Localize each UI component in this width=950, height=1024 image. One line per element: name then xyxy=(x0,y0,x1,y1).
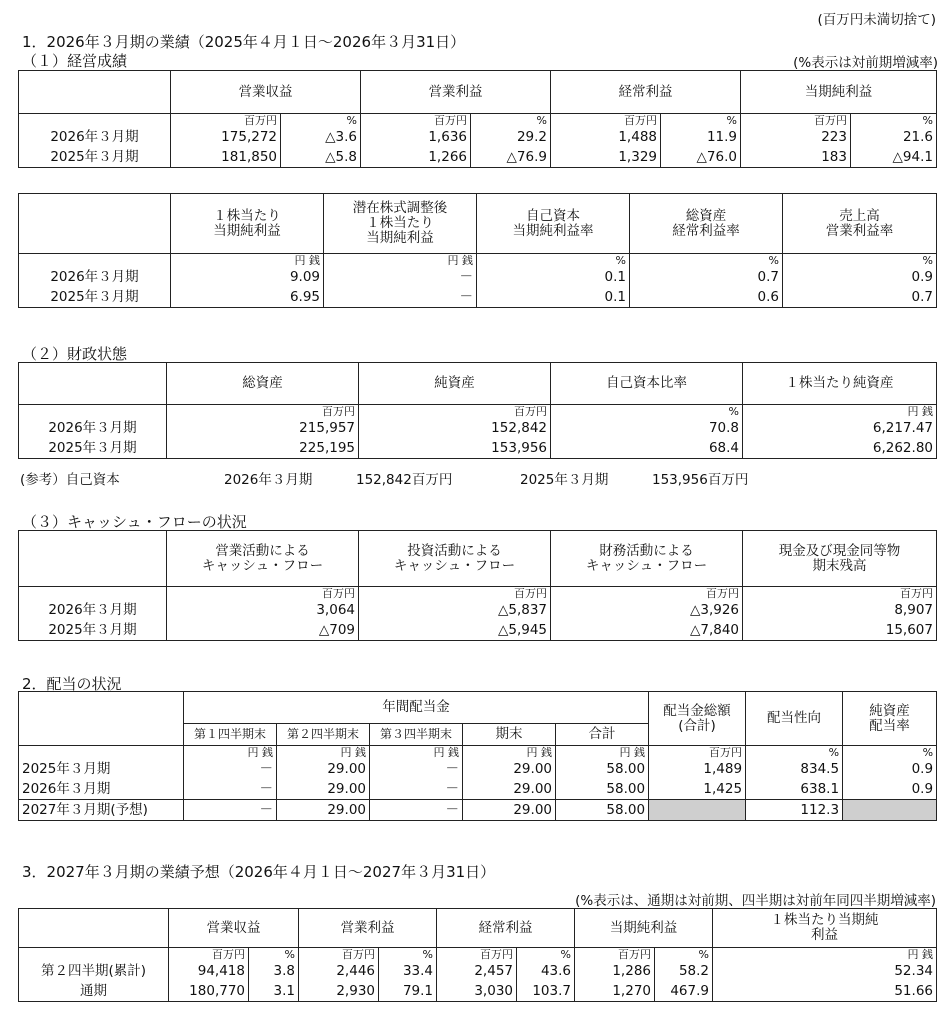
value-cell: 180,770 xyxy=(169,982,249,1002)
dividend-table xyxy=(18,691,937,821)
value-cell: 152,842 xyxy=(359,419,551,439)
value-cell: － xyxy=(184,780,277,800)
ref-value-1: 152,842百万円 xyxy=(356,472,453,488)
unit-cell: 百万円 xyxy=(649,746,746,760)
col-header: 自己資本比率 xyxy=(551,363,743,405)
value-cell: 6,217.47 xyxy=(743,419,937,439)
value-cell: 175,272 xyxy=(171,128,281,148)
unit-cell: 円 銭 xyxy=(743,405,937,419)
unit-cell: 百万円 xyxy=(741,114,851,128)
subsection-financial-position: （２）財政状態 xyxy=(22,345,128,363)
value-cell: △94.1 xyxy=(851,148,937,168)
row-label: 第２四半期(累計) xyxy=(19,962,169,982)
row-label: 2026年３月期 xyxy=(19,268,171,288)
value-cell: 58.00 xyxy=(556,760,649,780)
ref-label: (参考）自己資本 xyxy=(20,472,120,488)
value-cell: 3,064 xyxy=(167,601,359,621)
value-cell: 6,262.80 xyxy=(743,439,937,459)
value-cell: 638.1 xyxy=(746,780,843,800)
unit-cell: % xyxy=(477,254,630,268)
value-cell: 0.6 xyxy=(630,288,783,308)
sub-header: 期末 xyxy=(463,724,556,746)
value-cell: 1,488 xyxy=(551,128,661,148)
label-cell xyxy=(19,114,171,128)
ref-period-2: 2025年３月期 xyxy=(520,472,609,488)
value-cell: 29.00 xyxy=(277,760,370,780)
value-cell: 68.4 xyxy=(551,439,743,459)
unit-cell: 円 銭 xyxy=(324,254,477,268)
subsection-cash-flows: （３）キャッシュ・フローの状況 xyxy=(22,513,247,531)
value-cell: 21.6 xyxy=(851,128,937,148)
value-cell: △76.9 xyxy=(471,148,551,168)
value-cell: 29.00 xyxy=(463,760,556,780)
value-cell: － xyxy=(370,800,463,821)
value-cell: △5,945 xyxy=(359,621,551,641)
value-cell: 52.34 xyxy=(713,962,937,982)
value-cell: 29.00 xyxy=(277,800,370,821)
value-cell: 223 xyxy=(741,128,851,148)
value-cell: 3,030 xyxy=(437,982,517,1002)
financial-position-table xyxy=(18,362,937,459)
col-header: 潜在株式調整後 １株当たり 当期純利益 xyxy=(324,194,477,254)
value-cell: 8,907 xyxy=(743,601,937,621)
forecast-table xyxy=(18,908,937,1002)
value-cell: 11.9 xyxy=(661,128,741,148)
value-cell: 0.9 xyxy=(843,760,937,780)
value-cell: 225,195 xyxy=(167,439,359,459)
col-header: １株当たり 当期純利益 xyxy=(171,194,324,254)
value-cell: － xyxy=(324,288,477,308)
unit-cell: 百万円 xyxy=(551,587,743,601)
section1-heading: 1．2026年３月期の業績（2025年４月１日～2026年３月31日） xyxy=(22,33,466,51)
value-cell: 183 xyxy=(741,148,851,168)
row-label: 2025年３月期 xyxy=(19,288,171,308)
value-cell: 6.95 xyxy=(171,288,324,308)
value-cell: △7,840 xyxy=(551,621,743,641)
value-cell: 0.1 xyxy=(477,268,630,288)
row-label: 2025年３月期 xyxy=(19,621,167,641)
unit-cell: 円 銭 xyxy=(713,948,937,962)
row-label: 2026年３月期 xyxy=(19,601,167,621)
label-cell xyxy=(19,254,171,268)
value-cell: △3.6 xyxy=(281,128,361,148)
corner-cell xyxy=(19,909,169,948)
col-header: 総資産 経常利益率 xyxy=(630,194,783,254)
row-label: 2025年３月期 xyxy=(19,148,171,168)
unit-cell: 円 銭 xyxy=(277,746,370,760)
unit-cell: 百万円 xyxy=(437,948,517,962)
value-cell: 153,956 xyxy=(359,439,551,459)
sub-header: 第２四半期末 xyxy=(277,724,370,746)
value-cell: 70.8 xyxy=(551,419,743,439)
value-cell: 51.66 xyxy=(713,982,937,1002)
value-cell: － xyxy=(184,800,277,821)
col-header: 経常利益 xyxy=(437,909,575,948)
ratio-table xyxy=(18,193,937,308)
unit-cell: 百万円 xyxy=(299,948,379,962)
value-cell: 1,270 xyxy=(575,982,655,1002)
value-cell: － xyxy=(324,268,477,288)
unit-cell: % xyxy=(379,948,437,962)
unit-cell: % xyxy=(843,746,937,760)
value-cell: 215,957 xyxy=(167,419,359,439)
value-cell: 29.00 xyxy=(463,780,556,800)
sub-header: 第３四半期末 xyxy=(370,724,463,746)
value-cell: △5,837 xyxy=(359,601,551,621)
value-cell: － xyxy=(184,760,277,780)
value-cell: 112.3 xyxy=(746,800,843,821)
col-header: 配当金総額 (合計) xyxy=(649,692,746,746)
unit-cell: % xyxy=(661,114,741,128)
unit-cell: % xyxy=(783,254,937,268)
value-cell: 58.00 xyxy=(556,800,649,821)
col-header: 配当性向 xyxy=(746,692,843,746)
value-cell: 43.6 xyxy=(517,962,575,982)
unit-cell: % xyxy=(281,114,361,128)
group-header: 年間配当金 xyxy=(184,692,649,724)
operating-results-table xyxy=(18,70,937,168)
value-cell: 467.9 xyxy=(655,982,713,1002)
unit-cell: 百万円 xyxy=(743,587,937,601)
col-header: 純資産 xyxy=(359,363,551,405)
forecast-pct-note: (%表示は、通期は対前期、四半期は対前年同四半期増減率) xyxy=(575,893,936,909)
col-header: 財務活動による キャッシュ・フロー xyxy=(551,531,743,587)
unit-cell: % xyxy=(471,114,551,128)
unit-cell: % xyxy=(655,948,713,962)
col-header: 営業収益 xyxy=(169,909,299,948)
unit-cell: % xyxy=(746,746,843,760)
value-cell: － xyxy=(370,760,463,780)
shaded-cell xyxy=(843,800,937,821)
value-cell: 0.7 xyxy=(783,288,937,308)
value-cell: 103.7 xyxy=(517,982,575,1002)
label-cell xyxy=(19,587,167,601)
unit-cell: % xyxy=(630,254,783,268)
value-cell: 2,457 xyxy=(437,962,517,982)
unit-cell: 百万円 xyxy=(167,405,359,419)
corner-cell xyxy=(19,71,171,114)
row-label: 2026年３月期 xyxy=(19,780,184,800)
col-header: 自己資本 当期純利益率 xyxy=(477,194,630,254)
col-header: 投資活動による キャッシュ・フロー xyxy=(359,531,551,587)
value-cell: 94,418 xyxy=(169,962,249,982)
corner-cell xyxy=(19,531,167,587)
col-header: 当期純利益 xyxy=(741,71,937,114)
value-cell: 1,286 xyxy=(575,962,655,982)
value-cell: △76.0 xyxy=(661,148,741,168)
unit-cell: 百万円 xyxy=(169,948,249,962)
unit-cell: % xyxy=(249,948,299,962)
col-header: 営業利益 xyxy=(361,71,551,114)
value-cell: 0.7 xyxy=(630,268,783,288)
unit-cell: 円 銭 xyxy=(370,746,463,760)
value-cell: 1,329 xyxy=(551,148,661,168)
value-cell: 15,607 xyxy=(743,621,937,641)
sub-header: 合計 xyxy=(556,724,649,746)
section2-heading: 2．配当の状況 xyxy=(22,675,122,693)
value-cell: 1,425 xyxy=(649,780,746,800)
value-cell: △5.8 xyxy=(281,148,361,168)
unit-cell: 円 銭 xyxy=(463,746,556,760)
unit-cell: 百万円 xyxy=(171,114,281,128)
row-label: 2026年３月期 xyxy=(19,419,167,439)
value-cell: 834.5 xyxy=(746,760,843,780)
unit-cell: 円 銭 xyxy=(171,254,324,268)
value-cell: △709 xyxy=(167,621,359,641)
value-cell: 29.2 xyxy=(471,128,551,148)
value-cell: 1,489 xyxy=(649,760,746,780)
unit-cell: 百万円 xyxy=(359,405,551,419)
value-cell: 58.00 xyxy=(556,780,649,800)
value-cell: 3.1 xyxy=(249,982,299,1002)
ref-period-1: 2026年３月期 xyxy=(224,472,313,488)
value-cell: 0.9 xyxy=(783,268,937,288)
label-cell xyxy=(19,746,184,760)
value-cell: 0.1 xyxy=(477,288,630,308)
value-cell: 1,266 xyxy=(361,148,471,168)
value-cell: 0.9 xyxy=(843,780,937,800)
row-label: 通期 xyxy=(19,982,169,1002)
pct-note: (%表示は対前期増減率) xyxy=(793,55,938,71)
col-header: 純資産 配当率 xyxy=(843,692,937,746)
shaded-cell xyxy=(649,800,746,821)
unit-note: (百万円未満切捨て) xyxy=(817,12,936,28)
value-cell: 33.4 xyxy=(379,962,437,982)
unit-cell: 円 銭 xyxy=(184,746,277,760)
col-header: 経常利益 xyxy=(551,71,741,114)
value-cell: 29.00 xyxy=(463,800,556,821)
col-header: 当期純利益 xyxy=(575,909,713,948)
value-cell: 1,636 xyxy=(361,128,471,148)
value-cell: 2,930 xyxy=(299,982,379,1002)
unit-cell: % xyxy=(551,405,743,419)
row-label: 2025年３月期 xyxy=(19,760,184,780)
unit-cell: 円 銭 xyxy=(556,746,649,760)
unit-cell: 百万円 xyxy=(575,948,655,962)
col-header: 営業利益 xyxy=(299,909,437,948)
col-header: １株当たり当期純 利益 xyxy=(713,909,937,948)
unit-cell: 百万円 xyxy=(167,587,359,601)
label-cell xyxy=(19,405,167,419)
row-label: 2027年３月期(予想) xyxy=(19,800,184,821)
unit-cell: % xyxy=(851,114,937,128)
value-cell: 2,446 xyxy=(299,962,379,982)
value-cell: 58.2 xyxy=(655,962,713,982)
ref-value-2: 153,956百万円 xyxy=(652,472,749,488)
col-header: 営業活動による キャッシュ・フロー xyxy=(167,531,359,587)
unit-cell: % xyxy=(517,948,575,962)
corner-cell xyxy=(19,194,171,254)
unit-cell: 百万円 xyxy=(551,114,661,128)
col-header: 総資産 xyxy=(167,363,359,405)
section3-heading: 3．2027年３月期の業績予想（2026年４月１日～2027年３月31日） xyxy=(22,863,496,881)
value-cell: 181,850 xyxy=(171,148,281,168)
subsection-operating-results: （１）経営成績 xyxy=(22,52,128,70)
sub-header: 第１四半期末 xyxy=(184,724,277,746)
value-cell: 3.8 xyxy=(249,962,299,982)
value-cell: △3,926 xyxy=(551,601,743,621)
value-cell: 9.09 xyxy=(171,268,324,288)
col-header: 売上高 営業利益率 xyxy=(783,194,937,254)
col-header: １株当たり純資産 xyxy=(743,363,937,405)
label-cell xyxy=(19,948,169,962)
corner-cell xyxy=(19,363,167,405)
col-header: 営業収益 xyxy=(171,71,361,114)
value-cell: － xyxy=(370,780,463,800)
cash-flow-table xyxy=(18,530,937,641)
unit-cell: 百万円 xyxy=(361,114,471,128)
value-cell: 29.00 xyxy=(277,780,370,800)
row-label: 2026年３月期 xyxy=(19,128,171,148)
corner-cell xyxy=(19,692,184,746)
unit-cell: 百万円 xyxy=(359,587,551,601)
col-header: 現金及び現金同等物 期末残高 xyxy=(743,531,937,587)
value-cell: 79.1 xyxy=(379,982,437,1002)
row-label: 2025年３月期 xyxy=(19,439,167,459)
